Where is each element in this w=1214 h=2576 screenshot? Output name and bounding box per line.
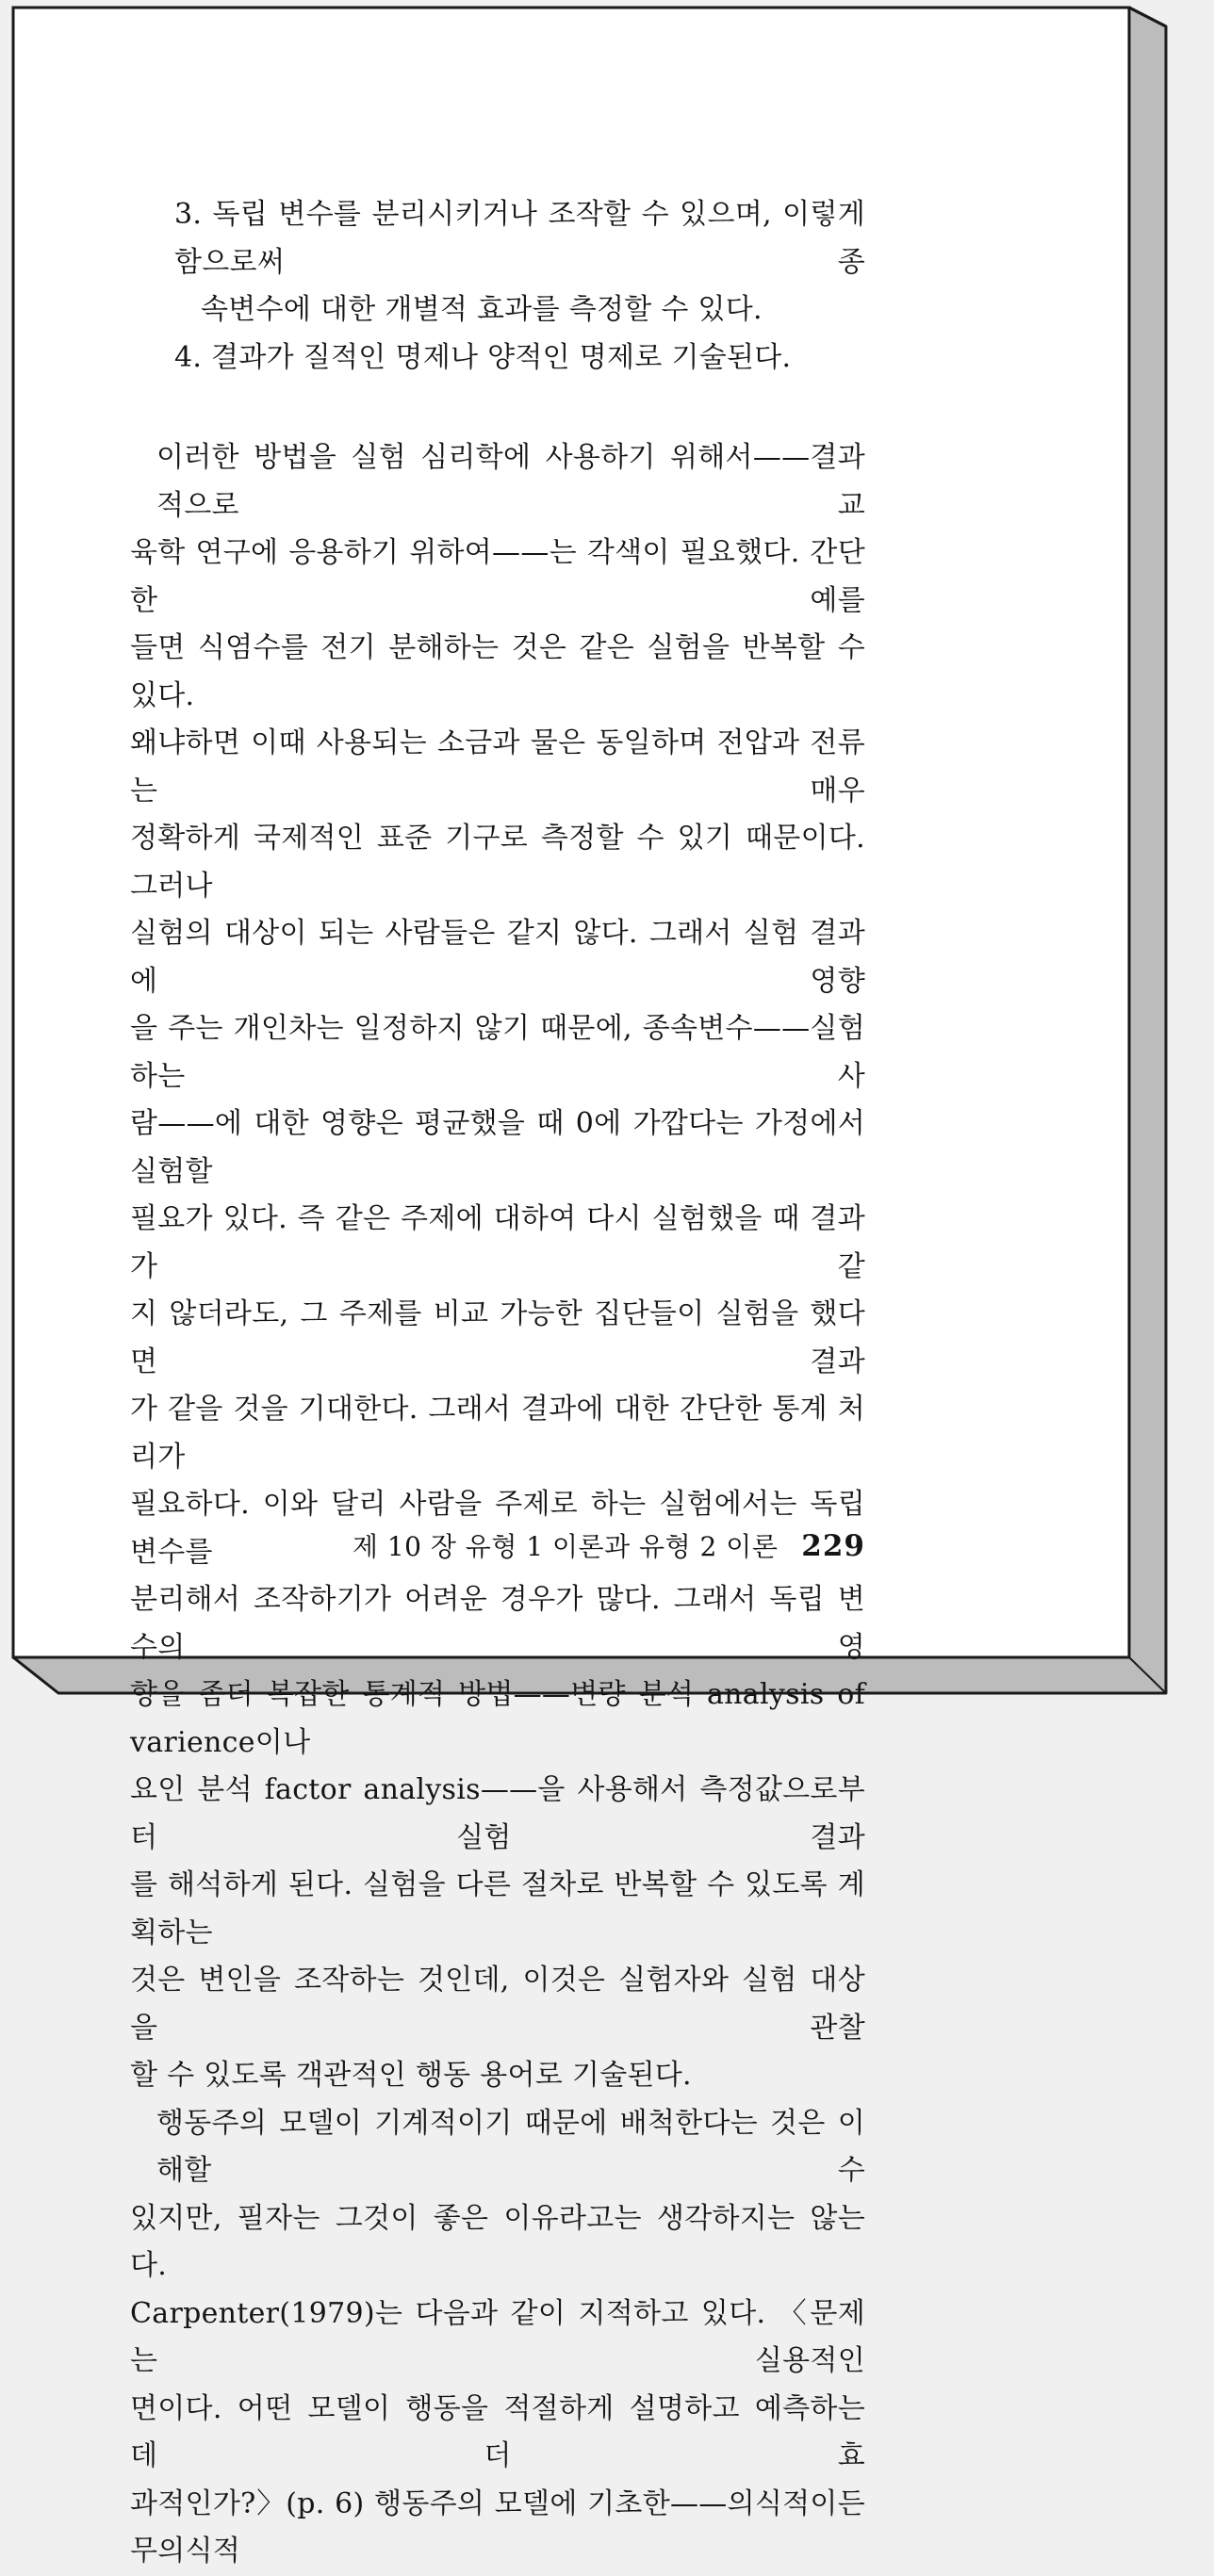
paragraph-line: 육학 연구에 응용하기 위하여——는 각색이 필요했다. 간단한 예를 xyxy=(130,536,865,617)
paragraph-line: 필요하다. 이와 달리 사람을 주제로 하는 실험에서는 독립 변수를 xyxy=(130,1488,865,1569)
list-line: 4. 결과가 질적인 명제나 양적인 명제로 기술된다. xyxy=(174,340,792,374)
list-paragraph-gap xyxy=(130,382,865,434)
paragraph xyxy=(130,2100,865,2576)
paragraph-line: 향을 좀더 복잡한 통계적 방법——변량 분석 analysis of varience이나 xyxy=(130,1678,865,1759)
footer-chapter-title: 제 10 장 유형 1 이론과 유형 2 이론 xyxy=(352,1531,779,1562)
paragraph-line: 할 수 있도록 객관적인 행동 용어로 기술된다. xyxy=(130,2059,692,2092)
paragraph-line: 분리해서 조작하기가 어려운 경우가 많다. 그래서 독립 변수의 영 xyxy=(130,1583,865,1664)
page-text-block xyxy=(130,191,865,2576)
list-line: 3. 독립 변수를 분리시키거나 조작할 수 있으며, 이렇게 함으로써 종 xyxy=(174,198,865,279)
paragraph-line: 를 해석하게 된다. 실험을 다른 절차로 반복할 수 있도록 계획하는 xyxy=(130,1868,865,1949)
paragraph-line: 실험의 대상이 되는 사람들은 같지 않다. 그래서 실험 결과에 영향 xyxy=(130,917,865,998)
paragraph-line: Carpenter(1979)는 다음과 같이 지적하고 있다. 〈문제는 실용적인 xyxy=(130,2296,865,2377)
paragraph-line: 있지만, 필자는 그것이 좋은 이유라고는 생각하지는 않는다. xyxy=(130,2201,865,2282)
paragraph-line: 요인 분석 factor analysis——을 사용해서 측정값으로부터 실험 결과 xyxy=(130,1773,865,1854)
footer-page-number: 229 xyxy=(801,1529,865,1563)
paragraph-line: 지 않더라도, 그 주제를 비교 가능한 집단들이 실험을 했다면 결과 xyxy=(130,1297,865,1378)
paragraph-line: 것은 변인을 조작하는 것인데, 이것은 실험자와 실험 대상을 관찰 xyxy=(130,1964,865,2045)
paragraph-line: 이러한 방법을 실험 심리학에 사용하기 위해서——결과적으로 교 xyxy=(156,441,865,522)
page-footer xyxy=(130,1523,865,1571)
paragraph-line: 을 주는 개인차는 일정하지 않기 때문에, 종속변수——실험하는 사 xyxy=(130,1012,865,1093)
paragraph-line: 과적인가?〉(p. 6) 행동주의 모델에 기초한——의식적이든 무의식적 xyxy=(130,2486,865,2568)
paragraph xyxy=(130,434,865,2100)
numbered-list xyxy=(130,191,865,382)
list-line: 속변수에 대한 개별적 효과를 측정할 수 있다. xyxy=(201,293,763,326)
paragraph-line: 행동주의 모델이 기계적이기 때문에 배척한다는 것은 이해할 수 xyxy=(156,2106,865,2187)
paragraph-line: 왜냐하면 이때 사용되는 소금과 물은 동일하며 전압과 전류는 매우 xyxy=(130,726,865,807)
paragraph-line: 정확하게 국제적인 표준 기구로 측정할 수 있기 때문이다. 그러나 xyxy=(130,822,865,903)
paragraph-line: 람——에 대한 영향은 평균했을 때 0에 가깝다는 가정에서 실험할 xyxy=(130,1107,865,1188)
paragraph-line: 가 같을 것을 기대한다. 그래서 결과에 대한 간단한 통계 처리가 xyxy=(130,1393,865,1474)
paragraph-line: 들면 식염수를 전기 분해하는 것은 같은 실험을 반복할 수 있다. xyxy=(130,631,865,712)
paragraph-line: 필요가 있다. 즉 같은 주제에 대하여 다시 실험했을 때 결과가 같 xyxy=(130,1202,865,1283)
paragraph-line: 면이다. 어떤 모델이 행동을 적절하게 설명하고 예측하는 데 더 효 xyxy=(130,2391,865,2472)
